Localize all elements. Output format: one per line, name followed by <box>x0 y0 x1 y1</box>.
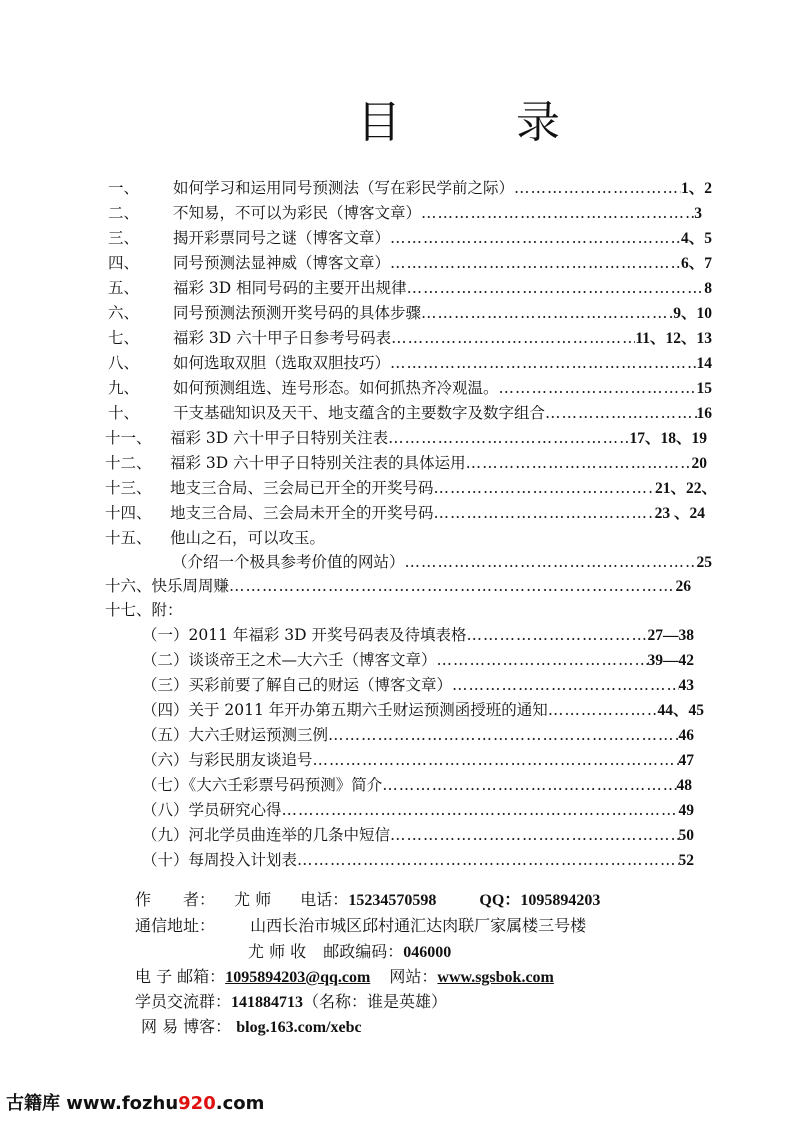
recipient: 尤 师 收 <box>248 942 307 961</box>
group-number: 141884713 <box>231 994 304 1011</box>
appendix-entry[interactable] <box>142 699 704 722</box>
toc-entry-number: 十五、 <box>105 529 152 547</box>
toc-leader-dots <box>229 575 675 598</box>
toc-entry[interactable] <box>108 277 712 300</box>
toc-leader-dots <box>390 227 681 250</box>
toc-entry-number: 十一、 <box>105 429 152 447</box>
toc-entry-number: 二、 <box>108 204 140 222</box>
toc-entry[interactable] <box>108 402 712 425</box>
contact-group-line <box>135 990 447 1015</box>
group-name: （名称：谁是英雄） <box>303 992 448 1011</box>
contact-address-line <box>135 914 586 938</box>
phone-label: 电话： <box>300 890 349 909</box>
toc-entry-title: 揭开彩票同号之谜（博客文章） <box>173 229 391 247</box>
appendix-entry-title: （三）买彩前要了解自己的财运（博客文章） <box>142 676 453 694</box>
appendix-entry[interactable] <box>142 674 694 697</box>
toc-entry-title: 如何预测组选、连号形态。如何抓热齐冷观温。 <box>173 379 499 397</box>
toc-entry-page: 20 <box>691 455 707 472</box>
toc-entry[interactable] <box>108 202 702 225</box>
toc-entry-page: 16 <box>696 405 712 422</box>
appendix-entry-title: （九）河北学员曲连举的几条中短信 <box>142 826 391 844</box>
qq-number: 1095894203 <box>520 892 601 909</box>
postcode-label: 邮政编码： <box>323 942 404 961</box>
toc-entry-page: 26 <box>675 578 691 595</box>
phone-number: 15234570598 <box>348 892 437 909</box>
toc-leader-dots <box>391 327 635 350</box>
toc-entry-title: 地支三合局、三会局已开全的开奖号码 <box>170 479 434 497</box>
appendix-entry-title: （七）《大六壬彩票号码预测》简介 <box>142 776 383 794</box>
toc-leader-dots <box>407 277 705 300</box>
toc-entry-number: 四、 <box>108 254 140 272</box>
toc-entry-title: 地支三合局、三会局未开全的开奖号码 <box>170 504 434 522</box>
toc-leader-dots <box>282 799 679 822</box>
site-watermark <box>6 1089 264 1115</box>
appendix-entry-page: 46 <box>678 727 694 744</box>
author-label: 作 者： <box>135 890 216 909</box>
toc-entry-number: 八、 <box>108 354 140 372</box>
toc-entry-title: 不知易，不可以为彩民（博客文章） <box>173 204 422 222</box>
toc-entry-sub[interactable] <box>172 551 712 574</box>
toc-entry-number: 十三、 <box>105 479 152 497</box>
toc-leader-dots <box>297 849 678 872</box>
appendix-entry[interactable] <box>142 824 694 847</box>
toc-entry-title: 如何学习和运用同号预测法（写在彩民学前之际） <box>173 179 515 197</box>
toc-entry-page: 6、7 <box>680 255 712 272</box>
toc-leader-dots <box>328 724 678 747</box>
toc-entry-title: 十七、附： <box>105 601 183 619</box>
watermark-highlight: 920 <box>178 1093 216 1114</box>
toc-entry-title: 福彩 3D 六十甲子日特别关注表的具体运用 <box>170 454 466 472</box>
website-link[interactable]: www.sgsbok.com <box>437 969 554 986</box>
toc-entry[interactable] <box>105 427 707 450</box>
toc-leader-dots <box>390 252 681 275</box>
appendix-entry[interactable] <box>142 774 692 797</box>
appendix-entry-title: （一）2011 年福彩 3D 开奖号码表及待填表格 <box>142 626 467 644</box>
toc-leader-dots <box>466 452 692 475</box>
email-link[interactable]: 1095894203@qq.com <box>225 969 371 986</box>
appendix-entry[interactable] <box>142 724 694 747</box>
appendix-entry-page: 43 <box>678 677 694 694</box>
toc-entry-appendix-heading <box>105 599 405 622</box>
title-char-1: 目 <box>357 97 401 148</box>
toc-leader-dots <box>499 377 697 400</box>
toc-entry-page: 14 <box>696 355 712 372</box>
toc-entry-page: 9、10 <box>673 305 712 322</box>
appendix-entry[interactable] <box>142 849 694 872</box>
toc-entry-page: 11、12、13 <box>635 330 712 347</box>
toc-entry-page: 25 <box>696 554 712 571</box>
appendix-entry-page: 47 <box>678 752 694 769</box>
toc-entry[interactable] <box>108 227 712 250</box>
toc-leader-dots <box>405 551 697 574</box>
toc-entry[interactable] <box>108 352 712 375</box>
appendix-entry[interactable] <box>142 624 694 647</box>
toc-leader-dots <box>437 649 648 672</box>
title-char-2: 录 <box>516 97 560 148</box>
toc-entry-number: 三、 <box>108 229 140 247</box>
toc-entry[interactable] <box>105 477 717 500</box>
address-label: 通信地址： <box>135 916 216 935</box>
contact-blog-line <box>141 1015 362 1040</box>
blog-link[interactable]: blog.163.com/xebc <box>236 1019 362 1036</box>
toc-leader-dots <box>313 749 679 772</box>
toc-leader-dots <box>545 402 696 425</box>
contact-author-line <box>135 888 600 913</box>
toc-entry[interactable] <box>108 252 712 275</box>
toc-entry-page: 23 、24 <box>654 505 705 522</box>
group-label: 学员交流群： <box>135 992 232 1011</box>
toc-entry-page: 3 <box>694 205 702 222</box>
appendix-entry-title: （五）大六壬财运预测三例 <box>142 726 329 744</box>
toc-entry[interactable] <box>105 575 691 598</box>
toc-entry-title: （介绍一个极具参考价值的网站） <box>172 553 405 571</box>
toc-leader-dots <box>467 624 648 647</box>
toc-entry-page: 21、22、 <box>654 480 717 497</box>
appendix-entry-page: 49 <box>678 802 694 819</box>
author-name: 尤 师 <box>234 890 272 909</box>
toc-entry-number: 九、 <box>108 379 140 397</box>
appendix-entry-title: （十）每周投入计划表 <box>142 851 298 869</box>
appendix-entry-page: 52 <box>678 852 694 869</box>
toc-entry[interactable] <box>108 302 712 325</box>
toc-entry-number: 十、 <box>108 404 140 422</box>
toc-entry-number: 五、 <box>108 279 140 297</box>
toc-entry-title: 同号预测法显神威（博客文章） <box>173 254 391 272</box>
address-text: 山西长治市城区邱村通汇达肉联厂家属楼三号楼 <box>250 916 587 935</box>
toc-entry-title: 福彩 3D 相同号码的主要开出规律 <box>173 279 407 297</box>
toc-entry-page: 8 <box>704 280 712 297</box>
toc-entry[interactable] <box>108 177 712 200</box>
toc-entry[interactable] <box>105 452 707 475</box>
blog-label: 网 易 博客： <box>141 1017 232 1036</box>
email-label: 电 子 邮箱： <box>135 967 226 986</box>
contact-email-line <box>135 965 554 990</box>
toc-entry[interactable] <box>108 327 712 350</box>
contact-postcode-line <box>248 940 451 965</box>
toc-entry-title: 福彩 3D 六十甲子日特别关注表 <box>170 429 389 447</box>
toc-entry-page: 17、18、19 <box>629 430 707 447</box>
toc-entry-number: 十二、 <box>105 454 152 472</box>
toc-leader-dots <box>390 352 696 375</box>
toc-leader-dots <box>388 427 629 450</box>
toc-entry[interactable] <box>108 377 712 400</box>
toc-leader-dots <box>452 674 678 697</box>
appendix-entry[interactable] <box>142 749 694 772</box>
qq-label: QQ： <box>479 892 521 909</box>
appendix-entry[interactable] <box>142 649 694 672</box>
appendix-entry-page: 27—38 <box>647 627 694 644</box>
appendix-entry[interactable] <box>142 799 694 822</box>
toc-entry-title: 他山之石，可以攻玉。 <box>170 529 326 547</box>
toc-entry-title: 如何选取双胆（选取双胆技巧） <box>173 354 391 372</box>
toc-leader-dots <box>434 502 655 525</box>
toc-leader-dots <box>514 177 681 200</box>
toc-leader-dots <box>548 699 658 722</box>
appendix-entry-page: 48 <box>676 777 692 794</box>
toc-entry-number: 七、 <box>108 329 140 347</box>
appendix-entry-page: 44、45 <box>657 702 704 719</box>
watermark-suffix: .com <box>215 1093 265 1114</box>
appendix-entry-page: 50 <box>678 827 694 844</box>
watermark-prefix: 古籍库 www.fozhu <box>6 1093 179 1114</box>
toc-entry[interactable] <box>105 502 705 525</box>
toc-entry[interactable] <box>105 527 709 550</box>
toc-entry-number: 十四、 <box>105 504 152 522</box>
toc-entry-title: 福彩 3D 六十甲子日参考号码表 <box>173 329 392 347</box>
appendix-entry-title: （二）谈谈帝王之术—大六壬（博客文章） <box>142 651 437 669</box>
toc-entry-page: 15 <box>696 380 712 397</box>
page-title <box>0 93 793 153</box>
toc-leader-dots <box>390 824 678 847</box>
toc-entry-title: 同号预测法预测开奖号码的具体步骤 <box>173 304 422 322</box>
toc-entry-page: 1、2 <box>680 180 712 197</box>
appendix-entry-title: （八）学员研究心得 <box>142 801 282 819</box>
toc-leader-dots <box>434 477 655 500</box>
postcode: 046000 <box>403 944 452 961</box>
toc-entry-number: 六、 <box>108 304 140 322</box>
appendix-entry-page: 39—42 <box>647 652 694 669</box>
toc-entry-title: 干支基础知识及天干、地支蕴含的主要数字及数字组合 <box>173 404 546 422</box>
website-label: 网站： <box>389 967 438 986</box>
toc-entry-title: 十六、快乐周周赚 <box>105 577 230 595</box>
toc-entry-page: 4、5 <box>680 230 712 247</box>
toc-leader-dots <box>382 774 676 797</box>
toc-leader-dots <box>421 202 694 225</box>
appendix-entry-title: （四）关于 2011 年开办第五期六壬财运预测函授班的通知 <box>142 701 548 719</box>
appendix-entry-title: （六）与彩民朋友谈追号 <box>142 751 313 769</box>
toc-leader-dots <box>421 302 673 325</box>
toc-entry-number: 一、 <box>108 179 140 197</box>
